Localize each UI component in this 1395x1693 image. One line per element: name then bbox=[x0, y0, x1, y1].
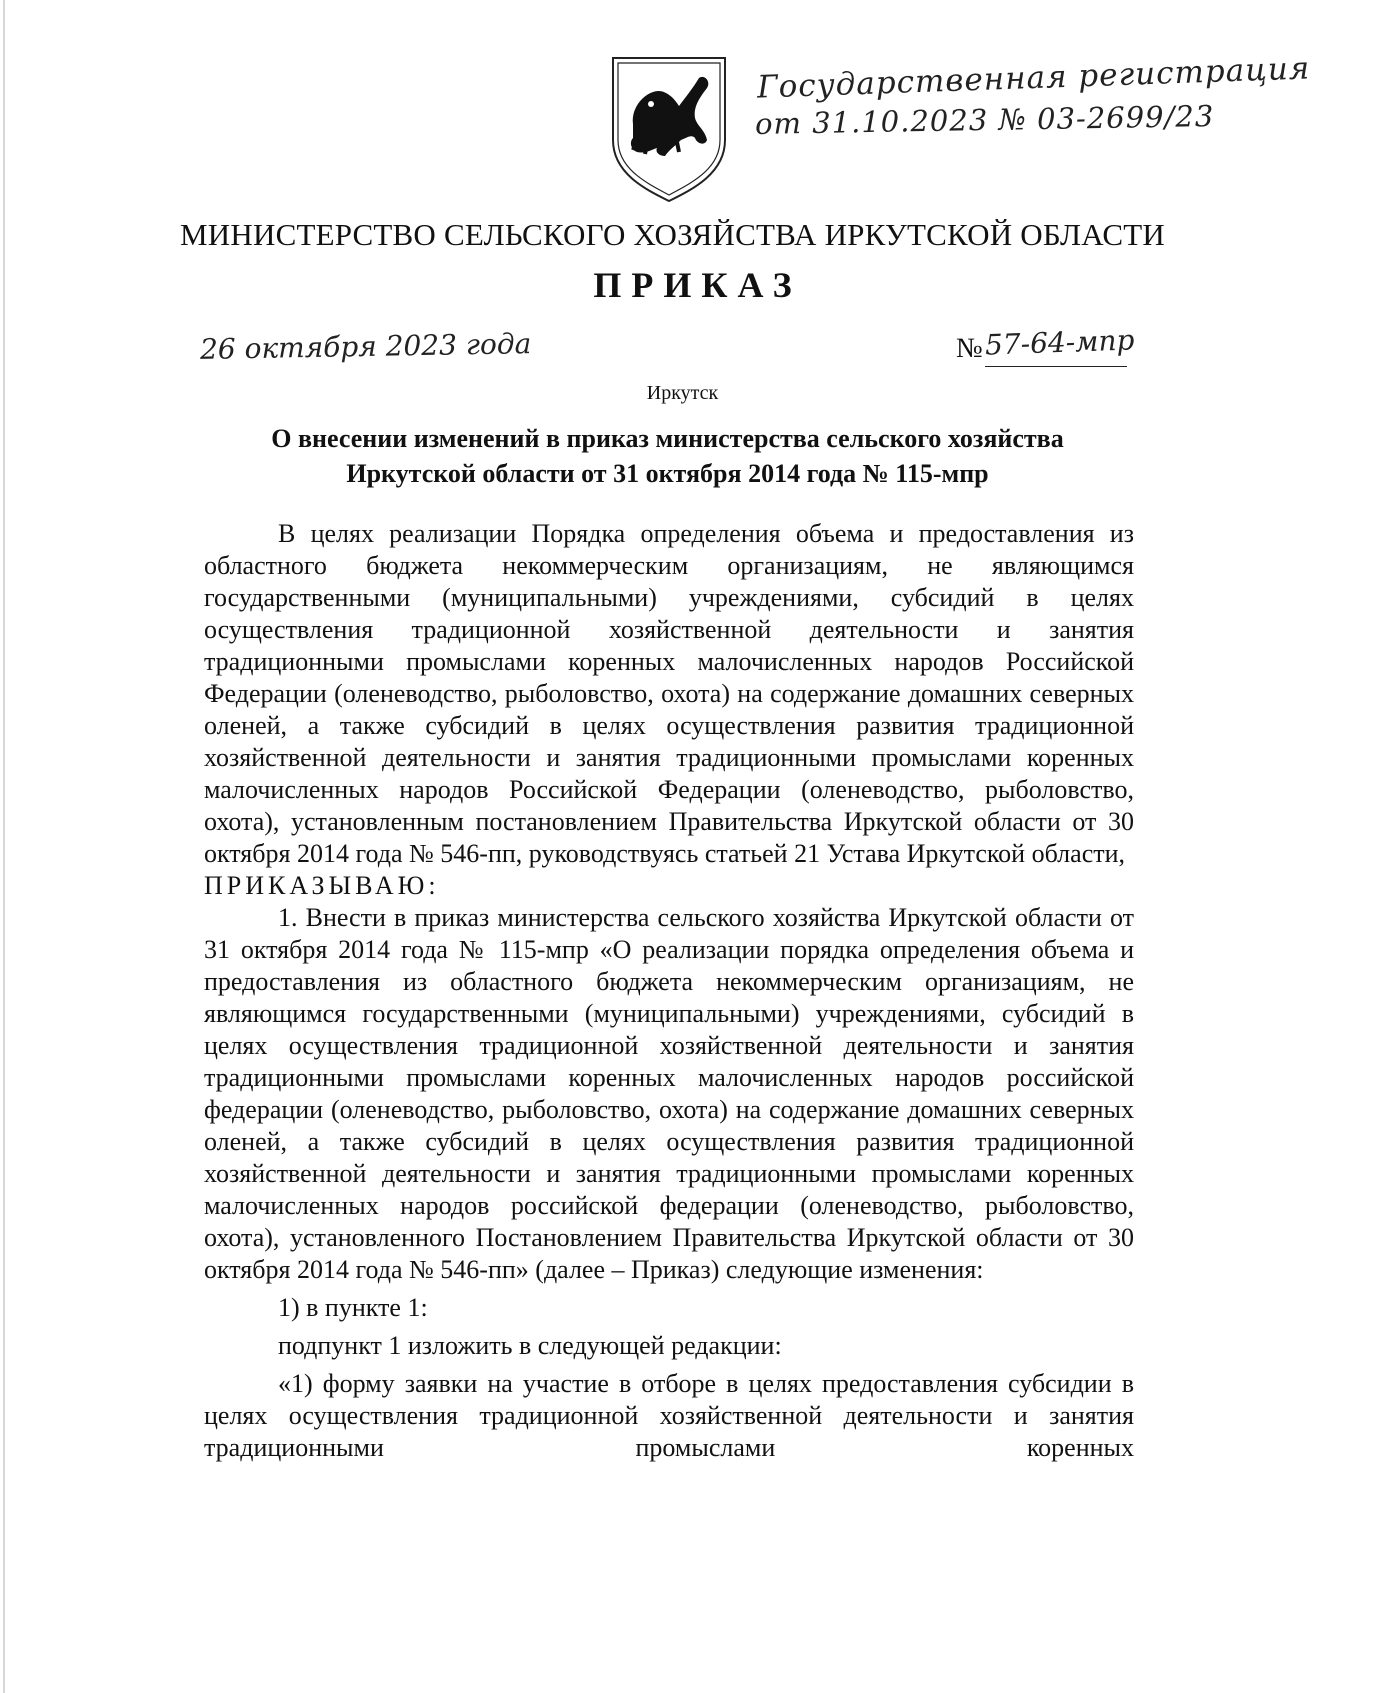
order-number: 57-64-мпр bbox=[984, 323, 1135, 362]
order-date: 26 октября 2023 года bbox=[199, 327, 532, 366]
item-1-paragraph: 1. Внести в приказ министерства сельского хозяйства Иркутской области от 31 октября 2014 года № 115-мпр «О реализации порядка определения объема и предоставления из областного бюджета некоммерческим организациям, не являющимся государственными (муниципальными) учреждениями, субсидий в целях осуществления традиционной хозяйственной деятельности и занятия традиционными промыслами коренных малочисленных народов российской федерации (оленеводство, рыболовство, охота) на содержание домашних северных оленей, а также субсидий в целях осуществления развития традиционной хозяйственной деятельности и занятия традиционными промыслами коренных малочисленных народов российской федерации (оленеводство, рыболовство, охота), установленного Постановлением Правительства Иркутской области от 30 октября 2014 года № 546-пп» (далее – Приказ) следующие изменения: bbox=[204, 903, 1134, 1284]
order-word: ПРИКАЗЫВАЮ: bbox=[204, 871, 440, 900]
subitem-1: 1) в пункте 1: bbox=[278, 1293, 428, 1322]
order-body bbox=[204, 518, 1134, 1464]
order-title-line2: Иркутской области от 31 октября 2014 года № 115-мпр bbox=[346, 459, 989, 488]
ministry-name: МИНИСТЕРСТВО СЕЛЬСКОГО ХОЗЯЙСТВА ИРКУТСКОЙ ОБЛАСТИ bbox=[180, 217, 1165, 252]
registration-stamp-line1: Государственная регистрация bbox=[756, 50, 1311, 106]
order-title bbox=[0, 421, 1335, 491]
quoted-text: «1) форму заявки на участие в отборе в целях предоставления субсидии в целях осуществления традиционной хозяйственной деятельности и занятия традиционными промыслами коренных bbox=[204, 1369, 1134, 1462]
scan-edge bbox=[3, 0, 5, 1693]
order-title-line1: О внесении изменений в приказ министерства сельского хозяйства bbox=[271, 424, 1064, 453]
preamble-paragraph: В целях реализации Порядка определения объема и предоставления из областного бюджета некоммерческим организациям, не являющимся государственными (муниципальными) учреждениями, субсидий в целях осуществления традиционной хозяйственной деятельности и занятия традиционными промыслами коренных малочисленных народов Российской Федерации (оленеводство, рыболовство, охота) на содержание домашних северных оленей, а также субсидий в целях осуществления развития традиционной хозяйственной деятельности и занятия традиционными промыслами коренных малочисленных народов Российской Федерации (оленеводство, рыболовство, охота), установленным постановлением Правительства Иркутской области от 30 октября 2014 года № 546-пп, руководствуясь статьей 21 Устава Иркутской области, bbox=[204, 519, 1134, 868]
registration-stamp-line2: от 31.10.2023 № 03-2699/23 bbox=[754, 98, 1215, 142]
number-sign: № bbox=[956, 333, 983, 364]
subitem-1-text: подпункт 1 изложить в следующей редакции: bbox=[278, 1331, 782, 1360]
document-type: ПРИКАЗ bbox=[593, 265, 802, 305]
number-underline bbox=[985, 366, 1127, 367]
city: Иркутск bbox=[646, 382, 719, 404]
irkutsk-coat-of-arms-icon bbox=[607, 52, 731, 204]
